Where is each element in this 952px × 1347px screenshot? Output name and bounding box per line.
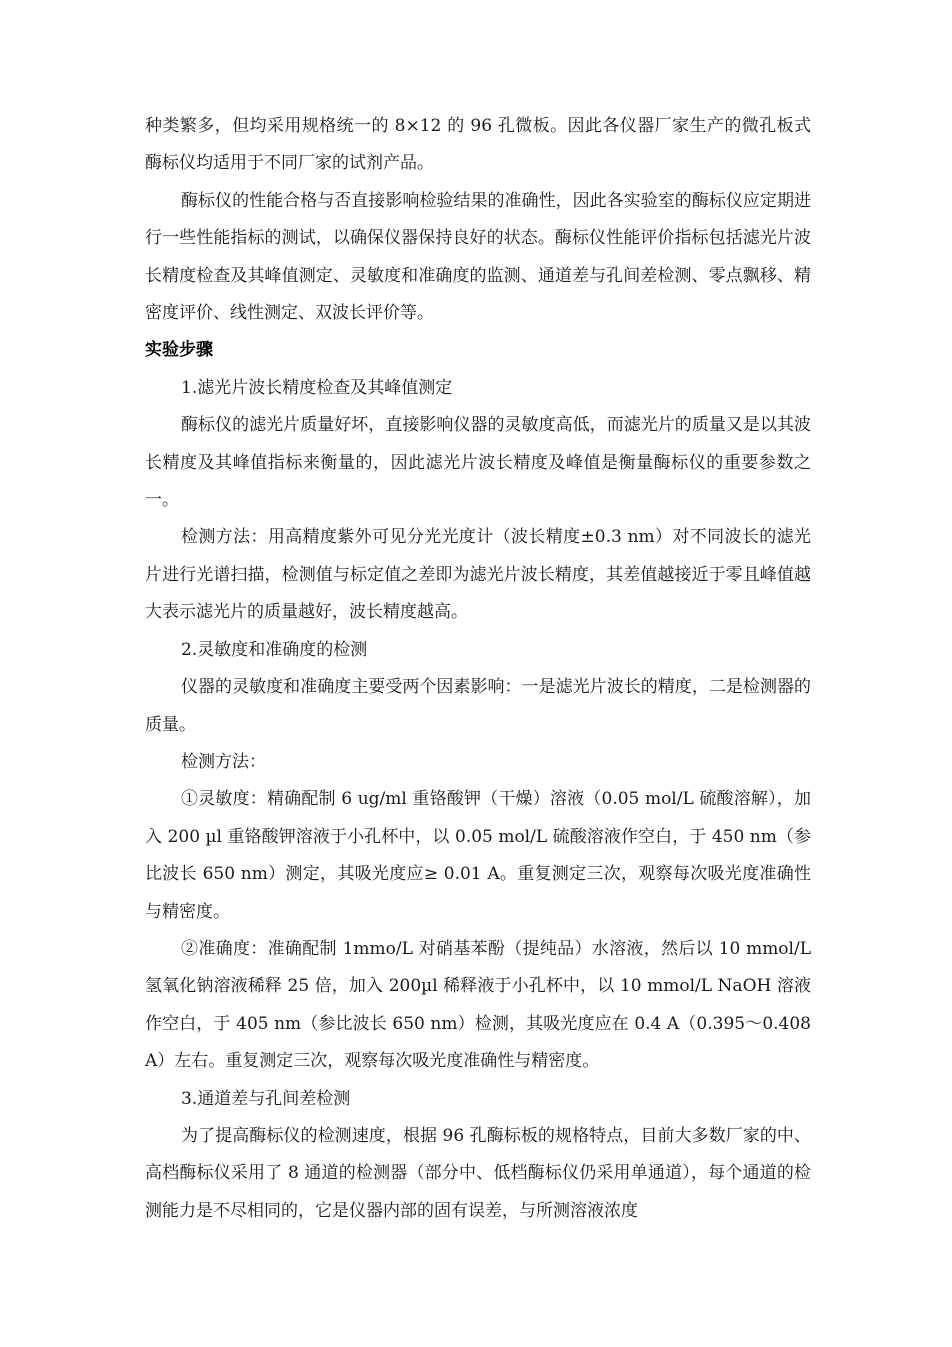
paragraph-performance-overview: 酶标仪的性能合格与否直接影响检验结果的准确性，因此各实验室的酶标仪应定期进行一些性能指标的测试，以确保仪器保持良好的状态。酶标仪性能评价指标包括滤光片波长精度检查及其峰值测定、灵敏度和准确度的监测、通道差与孔间差检测、零点飘移、精密度评价、线性测定、双波长评价等。 (145, 190, 811, 324)
paragraph-intro-continued: 种类繁多，但均采用规格统一的 8×12 的 96 孔微板。因此各仪器厂家生产的微孔板式酶标仪均适用于不同厂家的试剂产品。 (145, 116, 811, 174)
paragraph-sensitivity-factors: 仪器的灵敏度和准确度主要受两个因素影响：一是滤光片波长的精度，二是检测器的质量。 (145, 677, 811, 735)
paragraph-accuracy-procedure: ②准确度：准确配制 1mmo/L 对硝基苯酚（提纯品）水溶液，然后以 10 mmol/L 氢氧化钠溶液稀释 25 倍，加入 200µl 稀释液于小孔杯中，以 10 mmol/L NaOH 溶液作空白，于 405 nm（参比波长 650 nm）检测，其吸光度应在 0.4 A（0.395～0.408 A）左右。重复测定三次，观察每次吸光度准确性与精密度。 (145, 938, 811, 1072)
paragraph-channel-difference: 为了提高酶标仪的检测速度，根据 96 孔酶标板的规格特点，目前大多数厂家的中、高档酶标仪采用了 8 通道的检测器（部分中、低档酶标仪仍采用单通道），每个通道的检测能力是不尽相同的，它是仪器内部的固有误差，与所测溶液浓度 (145, 1125, 811, 1221)
subheading-channel-well-difference: 3.通道差与孔间差检测 (181, 1088, 351, 1109)
paragraph-sensitivity-procedure: ①灵敏度：精确配制 6 ug/ml 重铬酸钾（干燥）溶液（0.05 mol/L 硫酸溶解），加入 200 µl 重铬酸钾溶液于小孔杯中，以 0.05 mol/L 硫酸溶液作空白，于 450 nm（参比波长 650 nm）测定，其吸光度应≥ 0.01 A。重复测定三次，观察每次吸光度准确性与精密度。 (145, 789, 811, 922)
subheading-sensitivity-accuracy: 2.灵敏度和准确度的检测 (181, 639, 368, 660)
paragraph-method-label: 检测方法： (181, 751, 266, 772)
paragraph-filter-method: 检测方法：用高精度紫外可见分光光度计（波长精度±0.3 nm）对不同波长的滤光片进行光谱扫描，检测值与标定值之差即为滤光片波长精度，其差值越接近于零且峰值越大表示滤光片的质量越好，波长精度越高。 (145, 527, 811, 623)
subheading-filter-wavelength: 1.滤光片波长精度检查及其峰值测定 (181, 377, 453, 398)
section-heading-experiment-steps: 实验步骤 (145, 340, 213, 361)
document-page (145, 108, 811, 1230)
paragraph-filter-quality: 酶标仪的滤光片质量好坏，直接影响仪器的灵敏度高低，而滤光片的质量又是以其波长精度及其峰值指标来衡量的，因此滤光片波长精度及峰值是衡量酶标仪的重要参数之一。 (145, 415, 811, 511)
